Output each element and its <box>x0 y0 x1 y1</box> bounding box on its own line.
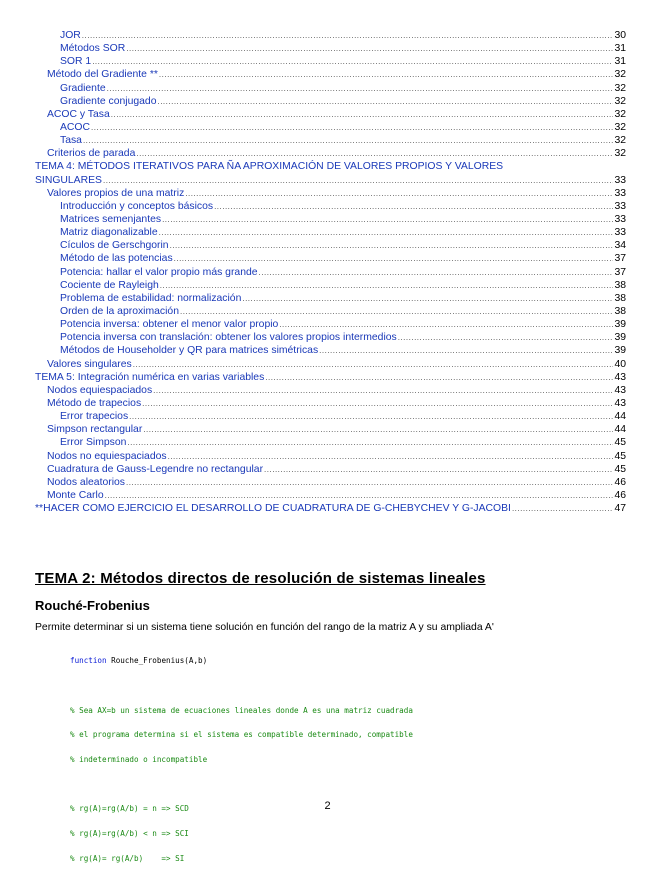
toc-entry-page: 31 <box>614 43 626 55</box>
toc-entry[interactable] <box>35 410 626 423</box>
toc-entry-title: TEMA 4: MÉTODOS ITERATIVOS PARA ÑA APROXIMACIÓN DE VALORES PROPIOS Y VALORES <box>35 161 504 173</box>
toc-entry[interactable] <box>35 436 626 449</box>
code-comment-line: % rg(A)=rg(A/b) < n => SCI <box>70 829 189 839</box>
toc-entry-title: Cuadratura de Gauss-Legendre no rectangular <box>47 463 264 475</box>
toc-entry-title: Monte Carlo <box>47 489 104 501</box>
toc-entry-page: 45 <box>614 463 626 475</box>
toc-entry-page: 44 <box>614 424 626 436</box>
toc-entry[interactable] <box>35 174 626 187</box>
toc-leader-dots <box>105 489 614 502</box>
code-comment-line: % indeterminado o incompatible <box>70 755 208 765</box>
toc-leader-dots <box>162 213 613 226</box>
code-comment-line: % rg(A)=rg(A/b) = n => SCD <box>70 804 189 814</box>
toc-entry[interactable] <box>35 252 626 265</box>
toc-entry-page: 39 <box>614 319 626 331</box>
toc-entry[interactable] <box>35 331 626 344</box>
toc-entry-title: Cociente de Rayleigh <box>60 279 159 291</box>
toc-entry-title: Simpson rectangular <box>47 424 143 436</box>
toc-entry[interactable] <box>35 502 626 515</box>
toc-entry-page: 38 <box>614 279 626 291</box>
toc-entry[interactable] <box>35 397 626 410</box>
toc-entry-page: 32 <box>614 82 626 94</box>
table-of-contents <box>35 29 626 515</box>
toc-entry-title: Método de las potencias <box>60 253 173 265</box>
toc-entry-page: 40 <box>614 358 626 370</box>
toc-entry-page: 46 <box>614 489 626 501</box>
toc-entry-title: Matrices semenjantes <box>60 213 162 225</box>
toc-leader-dots <box>159 68 614 81</box>
toc-leader-dots <box>129 410 613 423</box>
toc-entry-page: 32 <box>614 108 626 120</box>
toc-leader-dots <box>91 121 613 134</box>
toc-leader-dots <box>126 42 613 55</box>
toc-entry[interactable] <box>35 42 626 55</box>
toc-entry[interactable] <box>35 160 626 173</box>
toc-entry[interactable] <box>35 226 626 239</box>
toc-entry[interactable] <box>35 463 626 476</box>
intro-paragraph: Permite determinar si un sistema tiene solución en función del rango de la matriz A y su ampliada A' <box>35 622 494 633</box>
toc-leader-dots <box>174 252 614 265</box>
toc-leader-dots <box>170 239 614 252</box>
toc-entry[interactable] <box>35 147 626 160</box>
toc-entry-page: 43 <box>614 397 626 409</box>
toc-leader-dots <box>264 463 613 476</box>
toc-leader-dots <box>168 450 614 463</box>
toc-leader-dots <box>157 95 613 108</box>
toc-leader-dots <box>185 187 613 200</box>
toc-leader-dots <box>126 476 613 489</box>
toc-entry-title: Criterios de parada <box>47 148 136 160</box>
toc-leader-dots <box>214 200 613 213</box>
toc-leader-dots <box>143 423 613 436</box>
toc-leader-dots <box>398 331 614 344</box>
toc-entry-page: 45 <box>614 437 626 449</box>
toc-entry-title: SOR 1 <box>60 56 92 68</box>
toc-entry-title: Gradiente conjugado <box>60 95 157 107</box>
toc-leader-dots <box>111 108 614 121</box>
toc-leader-dots <box>512 502 613 515</box>
toc-entry-page: 33 <box>614 213 626 225</box>
toc-entry[interactable] <box>35 305 626 318</box>
toc-entry[interactable] <box>35 279 626 292</box>
toc-entry[interactable] <box>35 239 626 252</box>
toc-leader-dots <box>180 305 613 318</box>
toc-entry-title: Problema de estabilidad: normalización <box>60 292 242 304</box>
toc-leader-dots <box>153 384 613 397</box>
toc-entry-title: Orden de la aproximación <box>60 305 179 317</box>
toc-entry-title: Nodos aleatorios <box>47 476 125 488</box>
toc-entry[interactable] <box>35 344 626 357</box>
toc-entry[interactable] <box>35 82 626 95</box>
toc-entry-page: 39 <box>614 332 626 344</box>
code-signature: Rouche_Frobenius(A,b) <box>106 656 208 666</box>
toc-entry-title: Error trapecios <box>60 411 129 423</box>
toc-entry-title: Introducción y conceptos básicos <box>60 200 214 212</box>
toc-entry-title: Error Simpson <box>60 437 127 449</box>
toc-entry[interactable] <box>35 318 626 331</box>
toc-entry-page: 31 <box>614 56 626 68</box>
toc-entry-title: **HACER COMO EJERCICIO EL DESARROLLO DE CUADRATURA DE G-CHEBYCHEV Y G-JACOBI <box>35 503 511 515</box>
toc-entry-title: Método de trapecios <box>47 397 142 409</box>
toc-entry[interactable] <box>35 187 626 200</box>
toc-leader-dots <box>103 174 613 187</box>
toc-entry[interactable] <box>35 450 626 463</box>
toc-entry-page: 32 <box>614 135 626 147</box>
toc-entry-page: 47 <box>614 503 626 515</box>
toc-entry-page: 43 <box>614 384 626 396</box>
toc-leader-dots <box>319 344 613 357</box>
toc-entry-title: Potencia: hallar el valor propio más grande <box>60 266 258 278</box>
toc-entry-page: 33 <box>614 187 626 199</box>
toc-entry[interactable] <box>35 384 626 397</box>
toc-entry-page: 30 <box>614 30 626 41</box>
toc-entry-title: ACOC y Tasa <box>47 108 110 120</box>
toc-entry-page: 32 <box>614 69 626 81</box>
toc-entry-title: Nodos no equiespaciados <box>47 450 167 462</box>
toc-leader-dots <box>259 266 614 279</box>
toc-entry-title: SINGULARES <box>35 174 102 186</box>
toc-entry-page: 33 <box>614 227 626 239</box>
toc-leader-dots <box>107 82 614 95</box>
toc-entry-title: Nodos equiespaciados <box>47 384 153 396</box>
toc-entry[interactable] <box>35 68 626 81</box>
toc-entry[interactable] <box>35 121 626 134</box>
toc-entry[interactable] <box>35 292 626 305</box>
toc-leader-dots <box>160 279 614 292</box>
toc-leader-dots <box>82 29 614 42</box>
toc-entry[interactable] <box>35 213 626 226</box>
toc-entry[interactable] <box>35 266 626 279</box>
toc-leader-dots <box>136 147 613 160</box>
toc-entry-title: Valores propios de una matriz <box>47 187 185 199</box>
toc-leader-dots <box>83 134 613 147</box>
toc-entry-title: ACOC <box>60 121 91 133</box>
toc-entry-page: 45 <box>614 450 626 462</box>
toc-entry[interactable] <box>35 108 626 121</box>
toc-leader-dots <box>133 358 614 371</box>
toc-entry[interactable] <box>35 489 626 502</box>
toc-entry-title: TEMA 5: Integración numérica en varias variables <box>35 371 265 383</box>
code-signature-line <box>70 655 413 667</box>
toc-entry-title: Valores singulares <box>47 358 132 370</box>
toc-entry-page: 44 <box>614 411 626 423</box>
toc-entry-title: Método del Gradiente ** <box>47 69 158 81</box>
toc-entry-page: 32 <box>614 121 626 133</box>
code-comment-line: % rg(A)= rg(A/b) => SI <box>70 854 185 864</box>
toc-entry[interactable] <box>35 29 626 42</box>
toc-leader-dots <box>127 436 613 449</box>
toc-entry-page: 43 <box>614 371 626 383</box>
toc-entry-title: JOR <box>60 30 81 41</box>
subsection-title: Rouché-Frobenius <box>35 598 150 613</box>
toc-entry-page: 32 <box>614 148 626 160</box>
toc-leader-dots <box>92 55 613 68</box>
toc-entry[interactable] <box>35 95 626 108</box>
toc-entry-title: Gradiente <box>60 82 106 94</box>
section-title: TEMA 2: Métodos directos de resolución de sistemas lineales <box>35 570 486 587</box>
toc-entry-page: 33 <box>614 174 626 186</box>
toc-entry-title: Métodos SOR <box>60 43 126 55</box>
toc-leader-dots <box>265 371 613 384</box>
toc-entry-page: 39 <box>614 345 626 357</box>
code-comment-line: % el programa determina si el sistema es compatible determinado, compatible <box>70 730 413 740</box>
toc-entry[interactable] <box>35 55 626 68</box>
toc-entry-title: Potencia inversa: obtener el menor valor propio <box>60 319 279 331</box>
toc-leader-dots <box>242 292 613 305</box>
toc-entry-page: 37 <box>614 266 626 278</box>
code-keyword: function <box>70 656 107 666</box>
toc-entry-page: 34 <box>614 240 626 252</box>
toc-entry[interactable] <box>35 200 626 213</box>
code-comment-line: % Sea AX=b un sistema de ecuaciones lineales donde A es una matriz cuadrada <box>70 705 413 715</box>
toc-entry[interactable] <box>35 358 626 371</box>
toc-leader-dots <box>279 318 613 331</box>
toc-leader-dots <box>142 397 613 410</box>
toc-entry-title: Cículos de Gerschgorin <box>60 240 169 252</box>
toc-entry-title: Potencia inversa con translación: obtener los valores propios intermedios <box>60 332 397 344</box>
page-number: 2 <box>324 800 331 812</box>
toc-entry-page: 46 <box>614 476 626 488</box>
toc-entry-page: 38 <box>614 292 626 304</box>
toc-entry[interactable] <box>35 476 626 489</box>
toc-entry[interactable] <box>35 134 626 147</box>
toc-leader-dots <box>159 226 614 239</box>
toc-entry-page: 38 <box>614 305 626 317</box>
toc-entry-title: Tasa <box>60 135 82 147</box>
code-block <box>70 643 413 878</box>
toc-entry-title: Métodos de Householder y QR para matrices simétricas <box>60 345 319 357</box>
toc-entry[interactable] <box>35 371 626 384</box>
toc-entry-page: 33 <box>614 200 626 212</box>
toc-entry[interactable] <box>35 423 626 436</box>
toc-entry-page: 37 <box>614 253 626 265</box>
toc-entry-title: Matriz diagonalizable <box>60 227 158 239</box>
toc-entry-page: 32 <box>614 95 626 107</box>
